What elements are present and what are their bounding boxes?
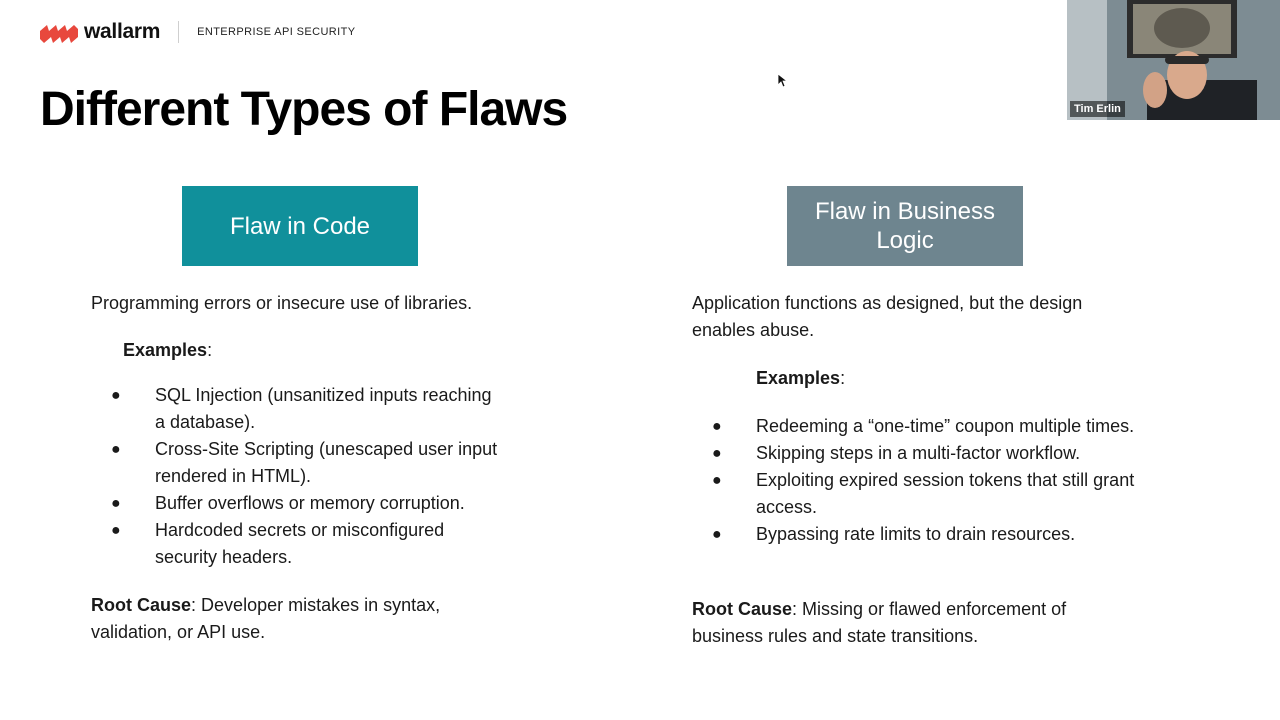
participant-video-tile[interactable] <box>1067 0 1280 120</box>
right-bullet-text: Bypassing rate limits to drain resources. <box>756 524 1076 544</box>
bullet-icon: ● <box>111 495 121 512</box>
right-bullet-text: Exploiting expired session tokens that still grant access. <box>756 470 1135 517</box>
left-root-cause-label: Root Cause <box>91 595 192 615</box>
list-item <box>111 436 505 490</box>
header-divider <box>178 21 179 43</box>
list-item <box>111 382 505 436</box>
bullet-icon: ● <box>712 472 722 489</box>
slide-header <box>40 18 355 46</box>
right-examples-list <box>692 413 1136 548</box>
brand-tagline: ENTERPRISE API SECURITY <box>197 26 356 38</box>
right-bullet-text: Redeeming a “one-time” coupon multiple times. <box>756 416 1135 436</box>
right-column <box>692 290 1142 650</box>
list-item <box>712 521 1136 548</box>
right-root-cause <box>692 596 1122 650</box>
mouse-cursor-icon <box>778 74 788 88</box>
wallarm-logo-icon <box>40 21 78 43</box>
list-item <box>111 517 505 571</box>
left-bullet-text: Cross-Site Scripting (unescaped user input rendered in HTML). <box>155 439 498 486</box>
bullet-icon: ● <box>712 445 722 462</box>
flaw-in-code-box <box>182 186 418 266</box>
left-bullet-text: Buffer overflows or memory corruption. <box>155 493 465 513</box>
bullet-icon: ● <box>712 418 722 435</box>
brand-name: wallarm <box>84 20 161 43</box>
left-examples-label: Examples <box>123 340 208 360</box>
bullet-icon: ● <box>712 526 722 543</box>
left-examples-colon: : <box>207 340 213 360</box>
participant-name-label: Tim Erlin <box>1070 101 1125 117</box>
right-root-cause-text: Missing or flawed enforcement of business rules and state transitions. <box>692 599 1067 646</box>
bullet-icon: ● <box>111 387 121 404</box>
left-root-cause-text: Developer mistakes in syntax, validation, or API use. <box>91 595 441 642</box>
left-description: Programming errors or insecure use of libraries. <box>91 293 473 313</box>
right-root-cause-label: Root Cause <box>692 599 793 619</box>
left-column <box>91 290 531 646</box>
bullet-icon: ● <box>111 522 121 539</box>
left-root-cause <box>91 592 491 646</box>
left-examples-heading <box>123 337 531 364</box>
list-item <box>712 440 1136 467</box>
left-bullet-text: Hardcoded secrets or misconfigured security headers. <box>155 520 445 567</box>
bullet-icon: ● <box>111 441 121 458</box>
list-item <box>712 413 1136 440</box>
flaw-in-code-label: Flaw in Code <box>229 212 371 240</box>
left-examples-list <box>91 382 505 571</box>
right-examples-heading <box>756 365 1142 392</box>
right-examples-label: Examples <box>756 368 841 388</box>
flaw-in-business-logic-box <box>787 186 1023 266</box>
left-root-cause-colon: : <box>191 595 197 615</box>
right-root-cause-colon: : <box>792 599 798 619</box>
right-description: Application functions as designed, but the design enables abuse. <box>692 293 1083 340</box>
flaw-in-business-logic-label: Flaw in Business Logic <box>814 198 996 254</box>
list-item <box>111 490 505 517</box>
right-bullet-text: Skipping steps in a multi-factor workflow. <box>756 443 1081 463</box>
left-bullet-text: SQL Injection (unsanitized inputs reaching a database). <box>155 385 492 432</box>
slide-title: Different Types of Flaws <box>40 83 568 136</box>
right-examples-colon: : <box>840 368 846 388</box>
list-item <box>712 467 1136 521</box>
